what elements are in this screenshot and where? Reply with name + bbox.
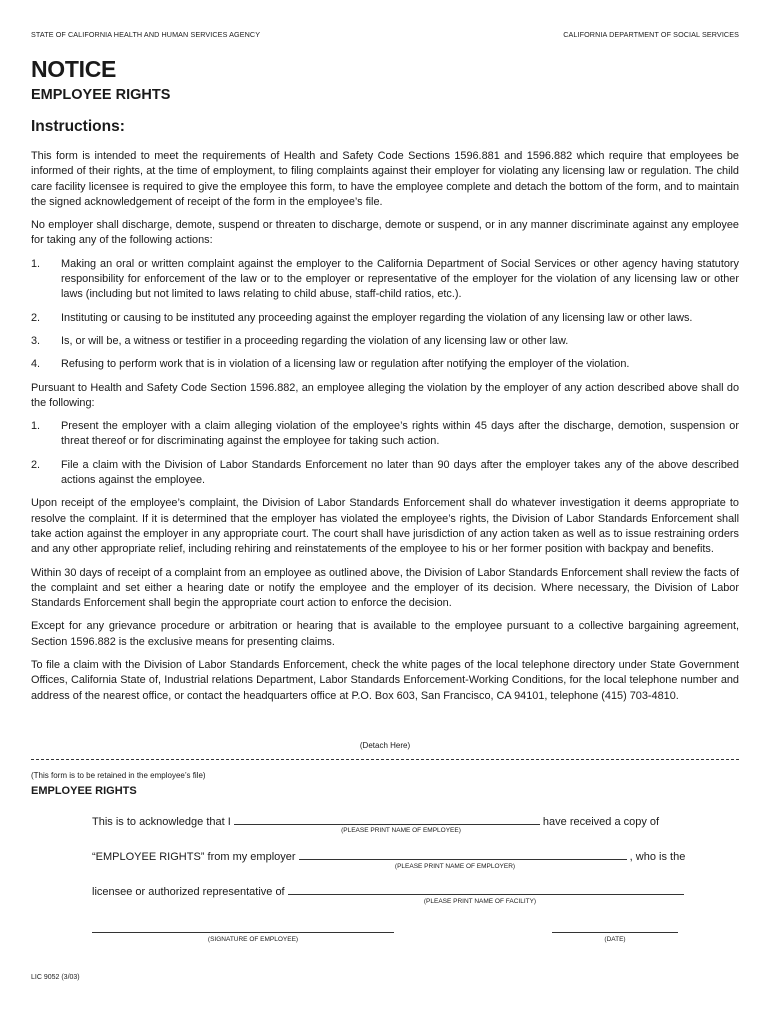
form-number: LIC 9052 (3/03)	[31, 974, 80, 981]
detach-dashed-line	[31, 759, 739, 760]
notice-body	[31, 149, 739, 712]
date-field[interactable]	[552, 932, 678, 933]
paragraph-file-claim: To file a claim with the Division of Labor Standards Enforcement, check the white pages of the local telephone directory under State Government Offices, California State of, Industrial relations Department, Labor Standards Enforcement-Working Conditions, for the local telephone number and address of the nearest office, or contact the headquarters office at P.O. Box 603, San Francisco, CA 94101, telephone (415) 703-4810.	[31, 659, 739, 702]
list-item-number: 4.	[31, 358, 41, 371]
ack-line1-prefix: This is to acknowledge that I	[92, 816, 231, 828]
paragraph-purpose: This form is intended to meet the requirements of Health and Safety Code Sections 1596.881 and 1596.882 which require that employees be informed of their rights, at the time of employment, to filing complaints against their employer for violating any licensing law or regulation. The child care facility licensee is required to give the employee this form, to have the employee complete and detach the bottom of the form, and to maintain the signed acknowledgement of receipt of the form in the employee’s file.	[31, 150, 739, 208]
list-item-text: Instituting or causing to be instituted any proceeding against the employer regarding the violation of any licensing law or other laws.	[61, 311, 693, 324]
date-caption: (DATE)	[604, 936, 626, 943]
list-item-number: 2.	[31, 311, 41, 324]
ack-line2-suffix: , who is the	[629, 851, 686, 863]
employee-name-field[interactable]	[234, 814, 540, 825]
agency-header: STATE OF CALIFORNIA HEALTH AND HUMAN SERVICES AGENCY	[31, 30, 261, 39]
list-item	[31, 419, 739, 450]
signature-caption: (SIGNATURE OF EMPLOYEE)	[207, 936, 299, 943]
paragraph-exclusive-means: Except for any grievance procedure or arbitration or hearing that is available to the employee pursuant to a collective bargaining agreement, Section 1596.882 is the exclusive means for presenting claims.	[31, 620, 739, 648]
ack-line-employee	[92, 814, 659, 828]
list-item	[31, 334, 739, 349]
list-item	[31, 257, 739, 303]
signature-field[interactable]	[92, 932, 394, 933]
list-item-text: File a claim with the Division of Labor Standards Enforcement no later than 90 days after the employer takes any of the above described actions against the employee.	[61, 458, 739, 487]
acknowledgement-heading: EMPLOYEE RIGHTS	[31, 785, 137, 797]
employer-name-caption: (PLEASE PRINT NAME OF EMPLOYER)	[394, 863, 516, 870]
employee-rights-subtitle: EMPLOYEE RIGHTS	[31, 87, 171, 103]
list-item-number: 3.	[31, 334, 41, 347]
ack-line1-suffix: have received a copy of	[542, 816, 660, 828]
paragraph-investigation: Upon receipt of the employee’s complaint, the Division of Labor Standards Enforcement shall do whatever investigation it deems appropriate to resolve the complaint. If it is determined that the employer has violated the employee’s rights, the Division of Labor Standards Enforcement shall take action against the employer in any appropriate court. The court shall have jurisdiction of any action taken as well as to issue restraining orders and any other appropriate relief, including rehiring and reinstatements of the employee to his or her former position with backpay and benefits.	[31, 497, 739, 556]
retain-note: (This form is to be retained in the employee’s file)	[31, 771, 206, 780]
list-item-number: 1.	[31, 257, 41, 270]
list-item	[31, 458, 739, 489]
paragraph-review: Within 30 days of receipt of a complaint from an employee as outlined above, the Division of Labor Standards Enforcement shall review the facts of the complaint and set either a hearing date or notify the employee and the employer of its decision. Where necessary, the Division of Labor Standards Enforcement shall begin the appropriate court action to enforce the decision.	[31, 566, 739, 610]
paragraph-pursuant: Pursuant to Health and Safety Code Section 1596.882, an employee alleging the violation by the employer of any action described above shall do the following:	[31, 381, 739, 409]
ack-line2-prefix: “EMPLOYEE RIGHTS” from my employer	[92, 851, 296, 863]
instructions-heading: Instructions:	[31, 118, 125, 135]
list-item	[31, 357, 739, 372]
employee-name-caption: (PLEASE PRINT NAME OF EMPLOYEE)	[341, 827, 461, 834]
ack-line-employer	[92, 849, 685, 863]
list-item-text: Is, or will be, a witness or testifier in a proceeding regarding the violation of any licensing law or other law.	[61, 334, 569, 347]
facility-name-caption: (PLEASE PRINT NAME OF FACILITY)	[423, 898, 537, 905]
list-item-number: 1.	[31, 420, 41, 433]
list-item-text: Present the employer with a claim alleging violation of the employee’s rights within 45 days after the discharge, demotion, suspension or threat thereof or for discriminating against the employee for taking such action.	[61, 420, 739, 448]
facility-name-field[interactable]	[288, 884, 684, 895]
list-item-number: 2.	[31, 458, 41, 471]
list-item-text: Making an oral or written complaint against the employer to the California Department of Social Services or other agency having statutory responsibility for enforcement of the law or to the employer or representative of the employer for the violation of any licensing law or other laws (including but not limited to laws relating to child abuse, staff-child ratios, etc.).	[61, 257, 739, 301]
ack-line3-prefix: licensee or authorized representative of	[92, 886, 285, 898]
detach-here-label: (Detach Here)	[359, 741, 411, 750]
list-item-text: Refusing to perform work that is in violation of a licensing law or regulation after notifying the employer of the violation.	[61, 358, 630, 371]
paragraph-no-discrimination: No employer shall discharge, demote, suspend or threaten to discharge, demote or suspend, or in any manner discriminate against any employee for taking any of the following actions:	[31, 219, 739, 247]
department-header: CALIFORNIA DEPARTMENT OF SOCIAL SERVICES	[563, 30, 739, 39]
employer-name-field[interactable]	[299, 849, 627, 860]
notice-title: NOTICE	[31, 56, 117, 82]
ack-line-facility	[92, 884, 684, 898]
list-item	[31, 311, 739, 326]
